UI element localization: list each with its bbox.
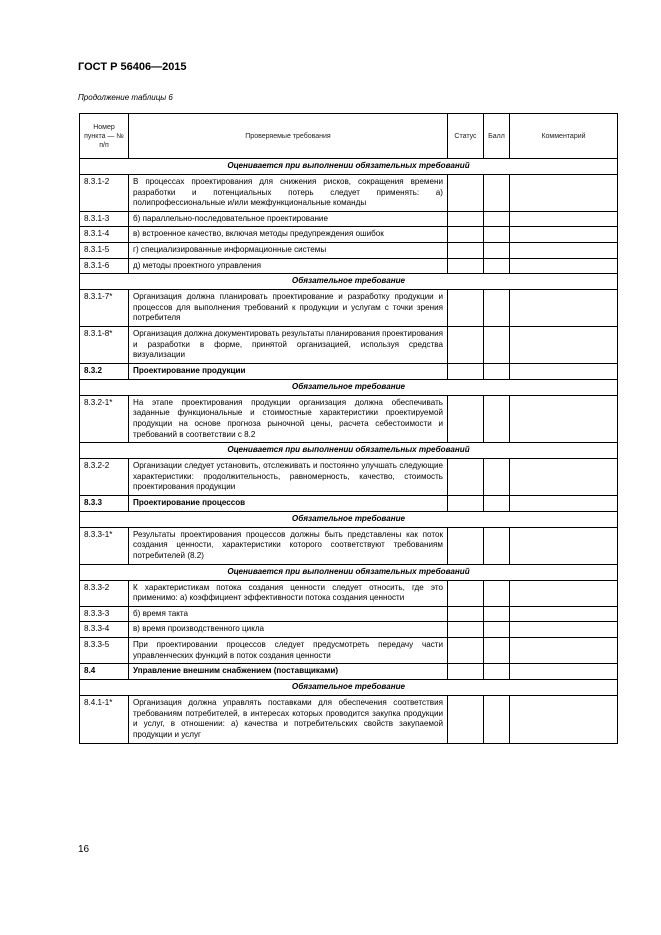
status-cell[interactable] xyxy=(448,527,484,564)
table-row xyxy=(80,242,618,258)
score-cell[interactable] xyxy=(484,664,510,680)
requirement-text: Организации следует установить, отслеживать и постоянно улучшать следующие характеристики: продолжительность, равномерность, качество, стоимость проектирования продукции xyxy=(129,459,448,496)
status-cell[interactable] xyxy=(448,363,484,379)
score-cell[interactable] xyxy=(484,363,510,379)
clause-number: 8.3.3-5 xyxy=(80,638,129,664)
section-row xyxy=(80,511,618,527)
table-row xyxy=(80,638,618,664)
status-cell[interactable] xyxy=(448,175,484,212)
comment-cell[interactable] xyxy=(510,696,618,743)
column-header-status: Статус xyxy=(448,114,484,159)
table-row xyxy=(80,459,618,496)
section-label: Оценивается при выполнении обязательных требований xyxy=(80,159,618,175)
clause-number: 8.3.3-4 xyxy=(80,622,129,638)
page-number: 16 xyxy=(78,844,90,855)
status-cell[interactable] xyxy=(448,395,484,442)
status-cell[interactable] xyxy=(448,664,484,680)
status-cell[interactable] xyxy=(448,290,484,327)
section-label: Оценивается при выполнении обязательных требований xyxy=(80,443,618,459)
comment-cell[interactable] xyxy=(510,606,618,622)
comment-cell[interactable] xyxy=(510,290,618,327)
clause-number: 8.3.2-2 xyxy=(80,459,129,496)
document-title: ГОСТ Р 56406—2015 xyxy=(78,61,187,73)
status-cell[interactable] xyxy=(448,242,484,258)
clause-number: 8.3.3-2 xyxy=(80,580,129,606)
clause-number: 8.3.1-5 xyxy=(80,242,129,258)
comment-cell[interactable] xyxy=(510,227,618,243)
table-row xyxy=(80,395,618,442)
table-header-row xyxy=(80,114,618,159)
requirement-text: г) специализированные информационные системы xyxy=(129,242,448,258)
comment-cell[interactable] xyxy=(510,459,618,496)
score-cell[interactable] xyxy=(484,395,510,442)
status-cell[interactable] xyxy=(448,258,484,274)
section-row xyxy=(80,159,618,175)
clause-number: 8.3.1-2 xyxy=(80,175,129,212)
comment-cell[interactable] xyxy=(510,175,618,212)
table-row xyxy=(80,211,618,227)
clause-title: Управление внешним снабжением (поставщиками) xyxy=(129,664,448,680)
status-cell[interactable] xyxy=(448,227,484,243)
requirement-text: д) методы проектного управления xyxy=(129,258,448,274)
status-cell[interactable] xyxy=(448,459,484,496)
clause-number: 8.3.3-3 xyxy=(80,606,129,622)
requirement-text: в) время производственного цикла xyxy=(129,622,448,638)
clause-heading-row xyxy=(80,495,618,511)
clause-number: 8.3.1-3 xyxy=(80,211,129,227)
requirement-text: б) время такта xyxy=(129,606,448,622)
comment-cell[interactable] xyxy=(510,242,618,258)
score-cell[interactable] xyxy=(484,606,510,622)
status-cell[interactable] xyxy=(448,580,484,606)
score-cell[interactable] xyxy=(484,227,510,243)
status-cell[interactable] xyxy=(448,326,484,363)
table-body xyxy=(80,159,618,744)
score-cell[interactable] xyxy=(484,622,510,638)
status-cell[interactable] xyxy=(448,696,484,743)
table-row xyxy=(80,527,618,564)
score-cell[interactable] xyxy=(484,696,510,743)
clause-title: Проектирование продукции xyxy=(129,363,448,379)
section-row xyxy=(80,274,618,290)
comment-cell[interactable] xyxy=(510,258,618,274)
score-cell[interactable] xyxy=(484,242,510,258)
requirement-text: Результаты проектирования процессов должны быть представлены как поток создания ценности, характеристики которого соответствуют требованиям потребителей (8.2) xyxy=(129,527,448,564)
section-row xyxy=(80,680,618,696)
section-label: Обязательное требование xyxy=(80,379,618,395)
table-row xyxy=(80,622,618,638)
clause-number: 8.3.2 xyxy=(80,363,129,379)
comment-cell[interactable] xyxy=(510,395,618,442)
comment-cell[interactable] xyxy=(510,326,618,363)
comment-cell[interactable] xyxy=(510,527,618,564)
section-label: Обязательное требование xyxy=(80,274,618,290)
clause-title: Проектирование процессов xyxy=(129,495,448,511)
table-row xyxy=(80,606,618,622)
score-cell[interactable] xyxy=(484,290,510,327)
clause-heading-row xyxy=(80,363,618,379)
column-header-comment: Комментарий xyxy=(510,114,618,159)
status-cell[interactable] xyxy=(448,622,484,638)
requirement-text: На этапе проектирования продукции организация должна обеспечивать заданные функциональные и стоимостные характеристики проектируемой продукции на основе прогноза рыночной цены, расчета себестоимости и требований в соответствии с 8.2 xyxy=(129,395,448,442)
requirement-text: В процессах проектирования для снижения рисков, сокращения времени разработки и потенциальных потерь следует применять: а) полипрофессиональные и/или межфункциональные команды xyxy=(129,175,448,212)
section-row xyxy=(80,564,618,580)
section-row xyxy=(80,379,618,395)
column-header-num: Номер пункта — № п/п xyxy=(80,114,129,159)
table-row xyxy=(80,696,618,743)
table-row xyxy=(80,290,618,327)
comment-cell[interactable] xyxy=(510,211,618,227)
table-caption: Продолжение таблицы 6 xyxy=(78,93,173,102)
score-cell[interactable] xyxy=(484,326,510,363)
column-header-requirements: Проверяемые требования xyxy=(129,114,448,159)
requirement-text: в) встроенное качество, включая методы предупреждения ошибок xyxy=(129,227,448,243)
clause-number: 8.3.3 xyxy=(80,495,129,511)
table-row xyxy=(80,175,618,212)
requirement-text: б) параллельно-последовательное проектирование xyxy=(129,211,448,227)
status-cell[interactable] xyxy=(448,495,484,511)
requirements-table xyxy=(79,113,618,744)
score-cell[interactable] xyxy=(484,175,510,212)
table-row xyxy=(80,580,618,606)
section-label: Оценивается при выполнении обязательных требований xyxy=(80,564,618,580)
clause-number: 8.3.1-7* xyxy=(80,290,129,327)
comment-cell[interactable] xyxy=(510,363,618,379)
status-cell[interactable] xyxy=(448,638,484,664)
column-header-score: Балл xyxy=(484,114,510,159)
requirement-text: Организация должна планировать проектирование и разработку продукции и процессов для выполнения требований к продукции и услугам с точки зрения потребителя xyxy=(129,290,448,327)
clause-number: 8.3.1-6 xyxy=(80,258,129,274)
comment-cell[interactable] xyxy=(510,580,618,606)
status-cell[interactable] xyxy=(448,211,484,227)
score-cell[interactable] xyxy=(484,527,510,564)
section-row xyxy=(80,443,618,459)
comment-cell[interactable] xyxy=(510,495,618,511)
score-cell[interactable] xyxy=(484,638,510,664)
table-row xyxy=(80,326,618,363)
table-row xyxy=(80,258,618,274)
comment-cell[interactable] xyxy=(510,638,618,664)
score-cell[interactable] xyxy=(484,459,510,496)
requirement-text: Организация должна управлять поставками для обеспечения соответствия требованиям потребителей, в интересах которых проводится закупка продукции и услуг, в отношении: а) качества и потребительских свойств закупаемой продукции и услуг xyxy=(129,696,448,743)
requirement-text: Организация должна документировать результаты планирования проектирования и разработки в форме, принятой организацией, используя средства визуализации xyxy=(129,326,448,363)
clause-number: 8.3.3-1* xyxy=(80,527,129,564)
comment-cell[interactable] xyxy=(510,664,618,680)
requirement-text: К характеристикам потока создания ценности следует относить, где это применимо: а) коэффициент эффективности потока создания ценности xyxy=(129,580,448,606)
section-label: Обязательное требование xyxy=(80,680,618,696)
comment-cell[interactable] xyxy=(510,622,618,638)
requirement-text: При проектировании процессов следует предусмотреть передачу части управленческих функций в поток создания ценности xyxy=(129,638,448,664)
section-label: Обязательное требование xyxy=(80,511,618,527)
score-cell[interactable] xyxy=(484,258,510,274)
clause-number: 8.3.1-8* xyxy=(80,326,129,363)
clause-number: 8.3.1-4 xyxy=(80,227,129,243)
score-cell[interactable] xyxy=(484,211,510,227)
score-cell[interactable] xyxy=(484,580,510,606)
clause-number: 8.4 xyxy=(80,664,129,680)
score-cell[interactable] xyxy=(484,495,510,511)
status-cell[interactable] xyxy=(448,606,484,622)
table-row xyxy=(80,227,618,243)
clause-heading-row xyxy=(80,664,618,680)
clause-number: 8.3.2-1* xyxy=(80,395,129,442)
clause-number: 8.4.1-1* xyxy=(80,696,129,743)
